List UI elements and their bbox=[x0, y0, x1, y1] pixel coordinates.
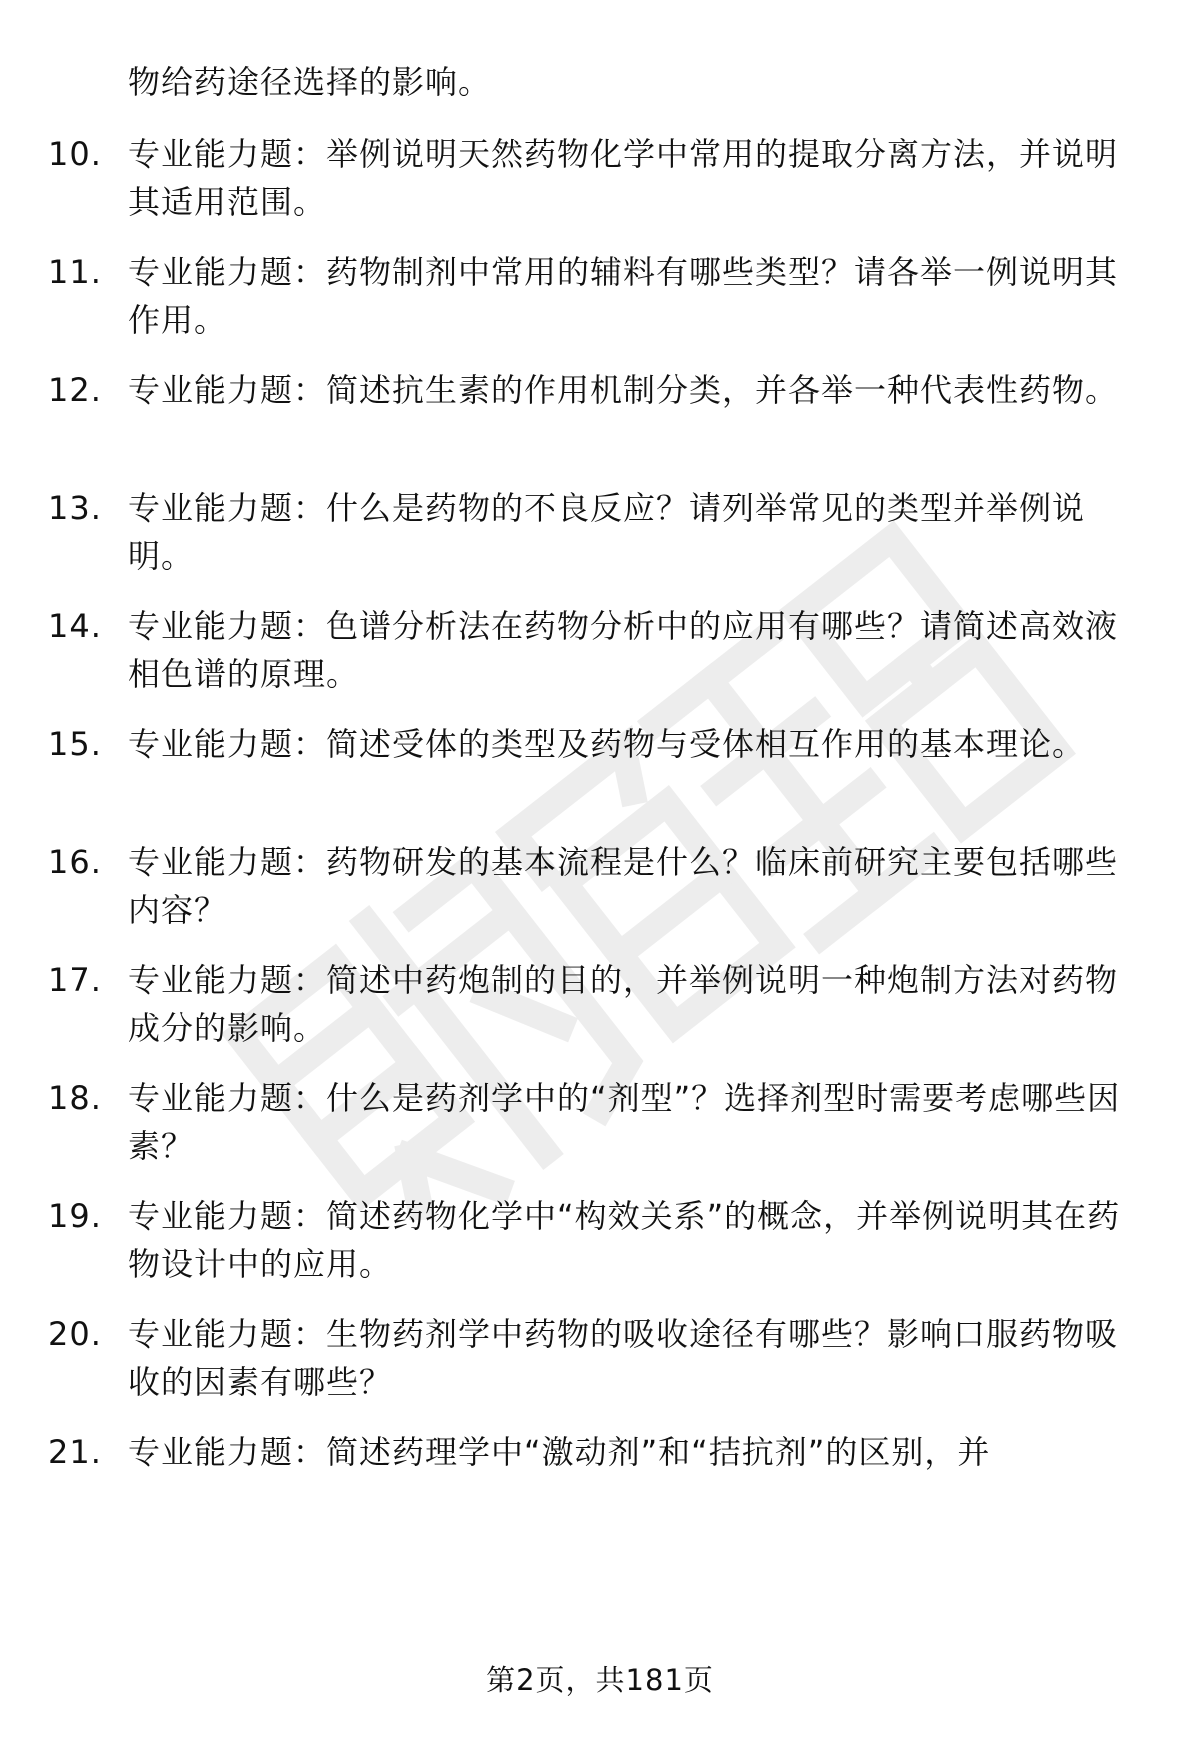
question-number: 18. bbox=[48, 1079, 102, 1117]
continuation-text: 物给药途径选择的影响。 bbox=[128, 63, 492, 101]
page-footer: 第2页，共181页 bbox=[486, 1663, 714, 1697]
question-text: 专业能力题：简述药物化学中“构效关系”的概念，并举例说明其在药物设计中的应用。 bbox=[128, 1197, 1121, 1283]
question-text: 专业能力题：什么是药物的不良反应？请列举常见的类型并举例说明。 bbox=[128, 489, 1086, 575]
question-text: 专业能力题：简述抗生素的作用机制分类，并各举一种代表性药物。 bbox=[128, 371, 1119, 409]
question-number: 10. bbox=[48, 135, 102, 173]
question-text: 专业能力题：简述受体的类型及药物与受体相互作用的基本理论。 bbox=[128, 725, 1086, 763]
question-number: 19. bbox=[48, 1197, 102, 1235]
question-number: 11. bbox=[48, 253, 102, 291]
question-text: 专业能力题：举例说明天然药物化学中常用的提取分离方法，并说明其适用范围。 bbox=[128, 135, 1119, 221]
question-number: 17. bbox=[48, 961, 102, 999]
question-number: 21. bbox=[48, 1433, 102, 1471]
question-item bbox=[48, 1192, 1148, 1292]
question-item bbox=[48, 248, 1148, 348]
question-item bbox=[48, 484, 1148, 584]
question-text: 专业能力题：简述药理学中“激动剂”和“拮抗剂”的区别，并 bbox=[128, 1433, 991, 1471]
question-item bbox=[48, 720, 1148, 820]
question-number: 14. bbox=[48, 607, 102, 645]
question-item bbox=[48, 602, 1148, 702]
question-item bbox=[48, 1074, 1148, 1174]
question-text: 专业能力题：生物药剂学中药物的吸收途径有哪些？影响口服药物吸收的因素有哪些？ bbox=[128, 1315, 1119, 1401]
question-number: 13. bbox=[48, 489, 102, 527]
question-number: 15. bbox=[48, 725, 102, 763]
question-text: 专业能力题：药物研发的基本流程是什么？临床前研究主要包括哪些内容？ bbox=[128, 843, 1119, 929]
question-item bbox=[48, 838, 1148, 938]
question-number: 16. bbox=[48, 843, 102, 881]
question-text: 专业能力题：药物制剂中常用的辅料有哪些类型？请各举一例说明其作用。 bbox=[128, 253, 1119, 339]
question-text: 专业能力题：色谱分析法在药物分析中的应用有哪些？请简述高效液相色谱的原理。 bbox=[128, 607, 1119, 693]
question-item bbox=[48, 130, 1148, 230]
question-number: 20. bbox=[48, 1315, 102, 1353]
question-number: 12. bbox=[48, 371, 102, 409]
question-item bbox=[48, 1428, 1148, 1488]
question-text: 专业能力题：什么是药剂学中的“剂型”？选择剂型时需要考虑哪些因素？ bbox=[128, 1079, 1121, 1165]
question-item bbox=[48, 956, 1148, 1056]
question-text: 专业能力题：简述中药炮制的目的，并举例说明一种炮制方法对药物成分的影响。 bbox=[128, 961, 1119, 1047]
question-item bbox=[48, 1310, 1148, 1410]
question-item bbox=[48, 366, 1148, 466]
